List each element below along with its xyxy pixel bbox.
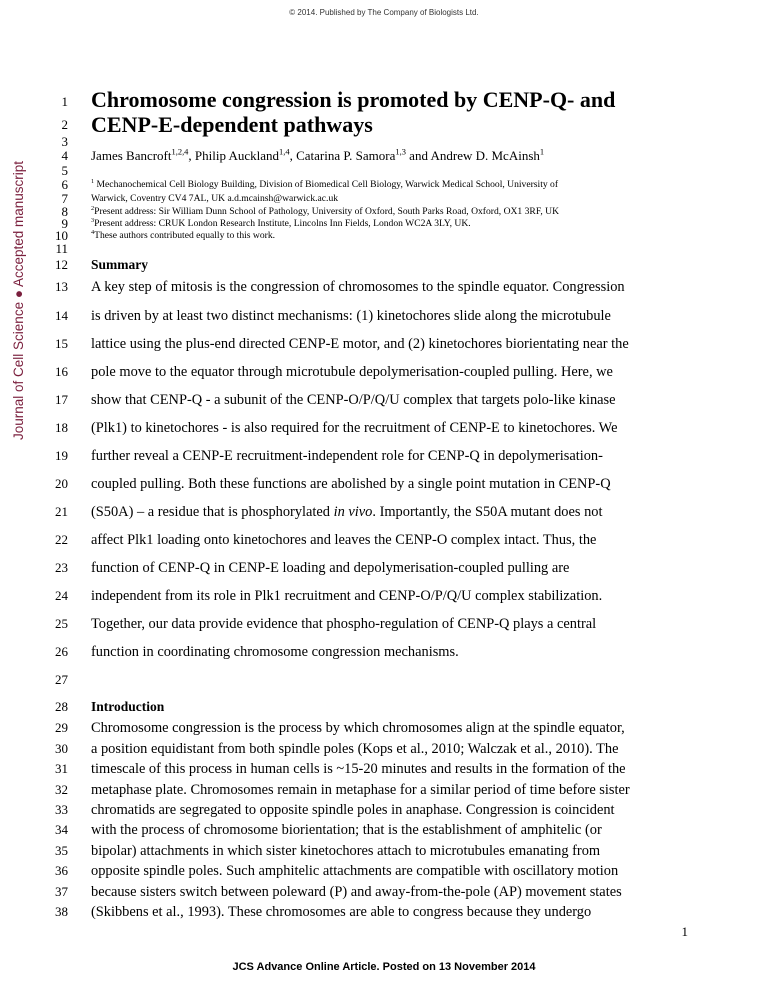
line-number: 37 bbox=[55, 884, 68, 899]
line-number: 28 bbox=[55, 699, 68, 714]
line-number: 12 bbox=[55, 257, 68, 272]
affiliation-line bbox=[91, 179, 691, 191]
author-name: James Bancroft bbox=[91, 148, 172, 163]
line-number: 38 bbox=[55, 904, 68, 919]
line-number: 33 bbox=[55, 802, 68, 817]
summary-text-line: pole move to the equator through microtubule depolymerisation-coupled pulling. Here, we bbox=[91, 364, 613, 380]
line-number: 31 bbox=[55, 761, 68, 776]
affiliation-mark: 4 bbox=[91, 228, 95, 236]
affiliation-line bbox=[91, 206, 691, 218]
introduction-text-line: metaphase plate. Chromosomes remain in metaphase for a similar period of time before sister bbox=[91, 782, 630, 798]
line-number: 35 bbox=[55, 843, 68, 858]
line-number: 24 bbox=[55, 588, 68, 603]
line-number: 3 bbox=[61, 134, 68, 149]
affiliation-mark: 2 bbox=[91, 204, 95, 212]
copyright-notice: © 2014. Published by The Company of Biologists Ltd. bbox=[289, 8, 479, 17]
author-affiliation-mark: 1,3 bbox=[395, 146, 406, 157]
summary-text-line: affect Plk1 loading onto kinetochores and leaves the CENP-O complex intact. Thus, the bbox=[91, 532, 597, 548]
summary-text-line: A key step of mitosis is the congression of chromosomes to the spindle equator. Congression bbox=[91, 279, 625, 295]
line-number: 10 bbox=[55, 228, 68, 243]
line-number: 16 bbox=[55, 364, 68, 379]
summary-text-line: function in coordinating chromosome congression mechanisms. bbox=[91, 644, 459, 660]
introduction-text-line: bipolar) attachments in which sister kinetochores attach to microtubules emanating from bbox=[91, 843, 601, 859]
line-number: 11 bbox=[55, 241, 68, 256]
line-number: 21 bbox=[55, 504, 68, 519]
summary-text-fragment: . Importantly, the S50A mutant does not bbox=[372, 504, 603, 520]
line-number: 36 bbox=[55, 863, 68, 878]
title-line-2: CENP-E-dependent pathways bbox=[91, 112, 373, 137]
summary-text-line: independent from its role in Plk1 recruitment and CENP-O/P/Q/U complex stabilization. bbox=[91, 588, 603, 604]
affiliation-mark: 1 bbox=[91, 177, 95, 185]
summary-text-line: coupled pulling. Both these functions are abolished by a single point mutation in CENP-Q bbox=[91, 476, 611, 492]
line-number: 5 bbox=[61, 163, 68, 178]
introduction-heading: Introduction bbox=[91, 699, 165, 714]
author-name: , Catarina P. Samora bbox=[289, 148, 396, 163]
author-list bbox=[91, 148, 691, 164]
line-number: 18 bbox=[55, 420, 68, 435]
affiliation-text: Present address: CRUK London Research Institute, Lincolns Inn Fields, London WC2A 3LY, UK. bbox=[94, 218, 471, 229]
line-number: 4 bbox=[61, 148, 68, 163]
author-affiliation-mark: 1 bbox=[539, 146, 545, 157]
affiliation-mark: 3 bbox=[91, 216, 95, 224]
line-number: 34 bbox=[55, 822, 68, 837]
line-number: 6 bbox=[61, 177, 68, 192]
introduction-text-line: Chromosome congression is the process by which chromosomes align at the spindle equator, bbox=[91, 720, 625, 736]
summary-text-line bbox=[91, 504, 691, 520]
line-number: 25 bbox=[55, 616, 68, 631]
line-number: 30 bbox=[55, 741, 68, 756]
summary-text-line: function of CENP-Q in CENP-E loading and depolymerisation-coupled pulling are bbox=[91, 560, 570, 576]
summary-text-line: (Plk1) to kinetochores - is also required for the recruitment of CENP-E to kinetochores. We bbox=[91, 420, 618, 436]
line-number: 29 bbox=[55, 720, 68, 735]
line-number: 32 bbox=[55, 782, 68, 797]
line-number: 8 bbox=[61, 204, 68, 219]
affiliation-text: These authors contributed equally to this work. bbox=[94, 230, 276, 241]
footer-notice: JCS Advance Online Article. Posted on 13 November 2014 bbox=[232, 961, 536, 973]
author-name: and Andrew D. McAinsh bbox=[405, 148, 540, 163]
line-number: 22 bbox=[55, 532, 68, 547]
introduction-text-line: a position equidistant from both spindle poles (Kops et al., 2010; Walczak et al., 2010). The bbox=[91, 741, 619, 757]
line-number: 14 bbox=[55, 308, 68, 323]
affiliation-line bbox=[91, 218, 691, 230]
author-name: , Philip Auckland bbox=[188, 148, 280, 163]
line-number: 23 bbox=[55, 560, 68, 575]
line-number: 20 bbox=[55, 476, 68, 491]
affiliation-line bbox=[91, 193, 691, 205]
introduction-text-line: because sisters switch between poleward (P) and away-from-the-pole (AP) movement states bbox=[91, 884, 622, 900]
summary-text-line: lattice using the plus-end directed CENP-E motor, and (2) kinetochores biorientating near the bbox=[91, 336, 629, 352]
affiliation-text: Mechanochemical Cell Biology Building, Division of Biomedical Cell Biology, Warwick Medical School, University of bbox=[94, 179, 559, 190]
introduction-text-line: opposite spindle poles. Such amphitelic attachments are compatible with oscillatory motion bbox=[91, 863, 619, 879]
summary-text-line: is driven by at least two distinct mechanisms: (1) kinetochores slide along the microtubule bbox=[91, 308, 611, 324]
line-number: 15 bbox=[55, 336, 68, 351]
line-number: 7 bbox=[61, 191, 68, 206]
title-line-1: Chromosome congression is promoted by CENP-Q- and bbox=[91, 87, 616, 112]
introduction-text-line: chromatids are segregated to opposite spindle poles in anaphase. Congression is coincident bbox=[91, 802, 615, 818]
line-number: 27 bbox=[55, 672, 68, 687]
summary-heading: Summary bbox=[91, 257, 148, 272]
line-number: 2 bbox=[61, 117, 68, 132]
summary-text-line: show that CENP-Q - a subunit of the CENP-O/P/Q/U complex that targets polo-like kinase bbox=[91, 392, 616, 408]
affiliation-line bbox=[91, 230, 691, 242]
italic-term: in vivo bbox=[333, 504, 373, 520]
author-affiliation-mark: 1,2,4 bbox=[171, 146, 189, 157]
introduction-text-line: timescale of this process in human cells is ~15-20 minutes and results in the formation of the bbox=[91, 761, 626, 777]
page-number: 1 bbox=[681, 924, 688, 939]
line-number: 13 bbox=[55, 279, 68, 294]
affiliation-text: Present address: Sir William Dunn School of Pathology, University of Oxford, South Parks Road, Oxford, OX1 3RF, UK bbox=[94, 206, 560, 217]
introduction-text-line: (Skibbens et al., 1993). These chromosomes are able to congress because they undergo bbox=[91, 904, 592, 920]
line-number: 26 bbox=[55, 644, 68, 659]
journal-sidebar-label: Journal of Cell Science ● Accepted manuscript bbox=[11, 160, 26, 440]
introduction-text-line: with the process of chromosome biorientation; that is the establishment of amphitelic (or bbox=[91, 822, 602, 838]
line-number: 19 bbox=[55, 448, 68, 463]
line-number: 1 bbox=[61, 94, 68, 109]
summary-text-fragment: (S50A) – a residue that is phosphorylated bbox=[91, 504, 334, 520]
line-number: 9 bbox=[61, 216, 68, 231]
summary-text-line: further reveal a CENP-E recruitment-independent role for CENP-Q in depolymerisation- bbox=[91, 448, 603, 464]
line-number: 17 bbox=[55, 392, 68, 407]
author-affiliation-mark: 1,4 bbox=[279, 146, 290, 157]
summary-text-line: Together, our data provide evidence that phospho-regulation of CENP-Q plays a central bbox=[91, 616, 597, 632]
affiliation-text: Warwick, Coventry CV4 7AL, UK a.d.mcainsh@warwick.ac.uk bbox=[91, 193, 339, 204]
